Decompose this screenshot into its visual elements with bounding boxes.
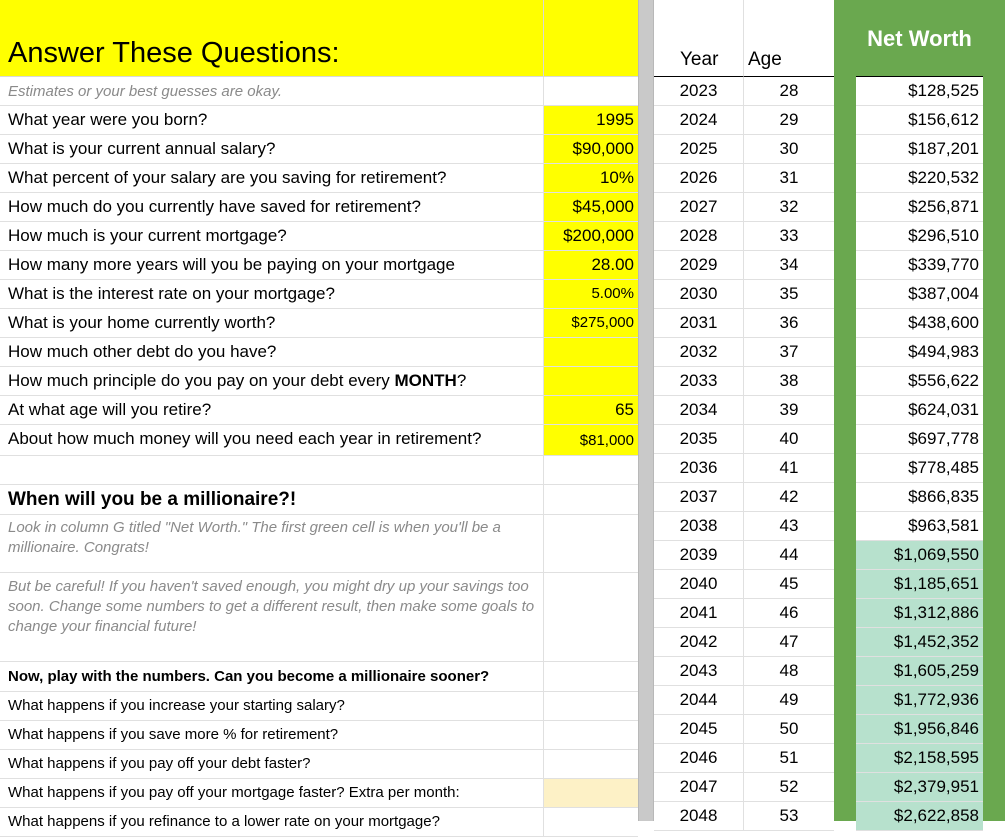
questions-header-cell[interactable] [0,0,544,77]
year-cell[interactable]: 2041 [654,599,744,628]
annual-salary-input[interactable]: $90,000 [544,135,638,164]
play-item-refinance-value[interactable] [544,808,638,837]
year-cell[interactable]: 2043 [654,657,744,686]
year-cell[interactable]: 2039 [654,541,744,570]
column-divider [638,0,654,821]
net-worth-cell[interactable]: $1,772,936 [856,686,983,715]
year-cell[interactable]: 2026 [654,164,744,193]
age-cell[interactable]: 32 [744,193,834,222]
debt-principle-end: ? [456,371,467,390]
net-worth-cell[interactable]: $778,485 [856,454,983,483]
year-cell[interactable]: 2044 [654,686,744,715]
age-cell[interactable]: 51 [744,744,834,773]
question-saving-percent: What percent of your salary are you saving for retirement? [0,164,544,193]
age-cell[interactable]: 28 [744,77,834,106]
net-worth-cell[interactable]: $220,532 [856,164,983,193]
year-cell[interactable]: 2029 [654,251,744,280]
age-cell[interactable]: 29 [744,106,834,135]
saving-percent-input[interactable]: 10% [544,164,638,193]
net-worth-cell[interactable]: $156,612 [856,106,983,135]
age-header-cell[interactable] [744,0,834,77]
question-debt-principle [0,367,544,396]
question-other-debt: How much other debt do you have? [0,338,544,367]
net-worth-cell[interactable]: $438,600 [856,309,983,338]
age-cell[interactable]: 42 [744,483,834,512]
age-header: Age [748,49,782,70]
millionaire-hint: Look in column G titled "Net Worth." The first green cell is when you'll be a millionaire. Congrats! [0,515,544,573]
age-cell[interactable]: 44 [744,541,834,570]
net-worth-cell[interactable]: $256,871 [856,193,983,222]
net-worth-cell[interactable]: $1,452,352 [856,628,983,657]
net-worth-cell[interactable]: $128,525 [856,77,983,106]
age-cell[interactable]: 31 [744,164,834,193]
net-worth-cell[interactable]: $187,201 [856,135,983,164]
year-cell[interactable]: 2045 [654,715,744,744]
year-cell[interactable]: 2028 [654,222,744,251]
year-cell[interactable]: 2030 [654,280,744,309]
net-worth-cell[interactable]: $1,185,651 [856,570,983,599]
retire-age-input[interactable]: 65 [544,396,638,425]
age-cell[interactable]: 43 [744,512,834,541]
month-emphasis: MONTH [394,371,457,390]
play-item-save-more: What happens if you save more % for retirement? [0,721,544,750]
question-interest-rate: What is the interest rate on your mortgage? [0,280,544,309]
net-worth-cell[interactable]: $296,510 [856,222,983,251]
questions-title: Answer These Questions: [8,37,340,69]
question-annual-salary: What is your current annual salary? [0,135,544,164]
age-cell[interactable]: 35 [744,280,834,309]
millionaire-hint-value-cell[interactable] [544,515,638,573]
age-cell[interactable]: 34 [744,251,834,280]
question-birth-year: What year were you born? [0,106,544,135]
net-worth-cell[interactable]: $697,778 [856,425,983,454]
current-savings-input[interactable]: $45,000 [544,193,638,222]
age-cell[interactable]: 37 [744,338,834,367]
year-header-cell[interactable] [654,0,744,77]
net-worth-cell[interactable]: $963,581 [856,512,983,541]
year-cell[interactable]: 2032 [654,338,744,367]
question-mortgage: How much is your current mortgage? [0,222,544,251]
age-cell[interactable]: 53 [744,802,834,831]
year-cell[interactable]: 2047 [654,773,744,802]
year-cell[interactable]: 2034 [654,396,744,425]
year-cell[interactable]: 2048 [654,802,744,831]
year-cell[interactable]: 2023 [654,77,744,106]
net-worth-cell[interactable]: $2,158,595 [856,744,983,773]
net-worth-cell[interactable]: $2,379,951 [856,773,983,802]
age-cell[interactable]: 41 [744,454,834,483]
net-worth-cell[interactable]: $624,031 [856,396,983,425]
age-cell[interactable]: 33 [744,222,834,251]
net-worth-header[interactable]: Net Worth [856,0,983,77]
net-worth-cell[interactable]: $494,983 [856,338,983,367]
age-cell[interactable]: 39 [744,396,834,425]
question-mortgage-years: How many more years will you be paying on your mortgage [0,251,544,280]
caution-hint: But be careful! If you haven't saved enough, you might dry up your savings too soon. Change some numbers to get a different result, then make some goals to change your financial future! [0,573,544,662]
year-cell[interactable]: 2027 [654,193,744,222]
other-debt-input[interactable] [544,338,638,367]
green-border-left [834,0,856,821]
mortgage-years-input[interactable]: 28.00 [544,251,638,280]
year-cell[interactable]: 2031 [654,309,744,338]
play-item-salary: What happens if you increase your starting salary? [0,692,544,721]
year-cell[interactable]: 2025 [654,135,744,164]
question-retirement-money: About how much money will you need each year in retirement? [0,425,544,456]
debt-principle-input[interactable] [544,367,638,396]
age-cell[interactable]: 49 [744,686,834,715]
age-cell[interactable]: 36 [744,309,834,338]
age-cell[interactable]: 30 [744,135,834,164]
home-worth-input[interactable]: $275,000 [544,309,638,338]
net-worth-cell[interactable]: $1,069,550 [856,541,983,570]
estimates-hint-value-cell[interactable] [544,77,638,106]
year-cell[interactable]: 2035 [654,425,744,454]
net-worth-cell[interactable]: $1,956,846 [856,715,983,744]
year-cell[interactable]: 2046 [654,744,744,773]
age-cell[interactable]: 47 [744,628,834,657]
age-cell[interactable]: 50 [744,715,834,744]
age-cell[interactable]: 38 [744,367,834,396]
net-worth-cell[interactable]: $866,835 [856,483,983,512]
year-header: Year [680,49,719,70]
question-home-worth: What is your home currently worth? [0,309,544,338]
extra-per-month-input[interactable] [544,779,638,808]
net-worth-cell[interactable]: $339,770 [856,251,983,280]
retirement-money-input[interactable]: $81,000 [544,425,638,456]
play-item-debt: What happens if you pay off your debt faster? [0,750,544,779]
play-item-refinance: What happens if you refinance to a lower rate on your mortgage? [0,808,544,837]
year-cell[interactable]: 2040 [654,570,744,599]
year-cell[interactable]: 2036 [654,454,744,483]
net-worth-cell[interactable]: $556,622 [856,367,983,396]
play-item-salary-value[interactable] [544,692,638,721]
play-heading-value-cell[interactable] [544,662,638,692]
millionaire-heading: When will you be a millionaire?! [0,485,544,515]
green-border-right [983,0,1005,821]
year-cell[interactable]: 2037 [654,483,744,512]
year-cell[interactable]: 2038 [654,512,744,541]
year-cell[interactable]: 2042 [654,628,744,657]
play-item-debt-value[interactable] [544,750,638,779]
year-cell[interactable]: 2033 [654,367,744,396]
question-current-savings: How much do you currently have saved for retirement? [0,193,544,222]
age-cell[interactable]: 48 [744,657,834,686]
debt-principle-text: How much principle do you pay on your debt every [8,371,395,390]
millionaire-heading-value-cell[interactable] [544,485,638,515]
year-cell[interactable]: 2024 [654,106,744,135]
question-retire-age: At what age will you retire? [0,396,544,425]
net-worth-cell[interactable]: $387,004 [856,280,983,309]
caution-hint-value-cell[interactable] [544,573,638,662]
mortgage-input[interactable]: $200,000 [544,222,638,251]
net-worth-cell[interactable]: $1,312,886 [856,599,983,628]
age-cell[interactable]: 45 [744,570,834,599]
net-worth-cell[interactable]: $1,605,259 [856,657,983,686]
questions-header-value-cell[interactable] [544,0,638,77]
play-item-save-more-value[interactable] [544,721,638,750]
play-heading: Now, play with the numbers. Can you become a millionaire sooner? [0,662,544,692]
estimates-hint: Estimates or your best guesses are okay. [0,77,544,106]
age-cell[interactable]: 52 [744,773,834,802]
age-cell[interactable]: 40 [744,425,834,454]
birth-year-input[interactable]: 1995 [544,106,638,135]
interest-rate-input[interactable]: 5.00% [544,280,638,309]
play-item-mortgage: What happens if you pay off your mortgage faster? Extra per month: [0,779,544,808]
net-worth-cell[interactable]: $2,622,858 [856,802,983,831]
age-cell[interactable]: 46 [744,599,834,628]
empty-row-value-cell[interactable] [544,456,638,485]
empty-row[interactable] [0,456,544,485]
